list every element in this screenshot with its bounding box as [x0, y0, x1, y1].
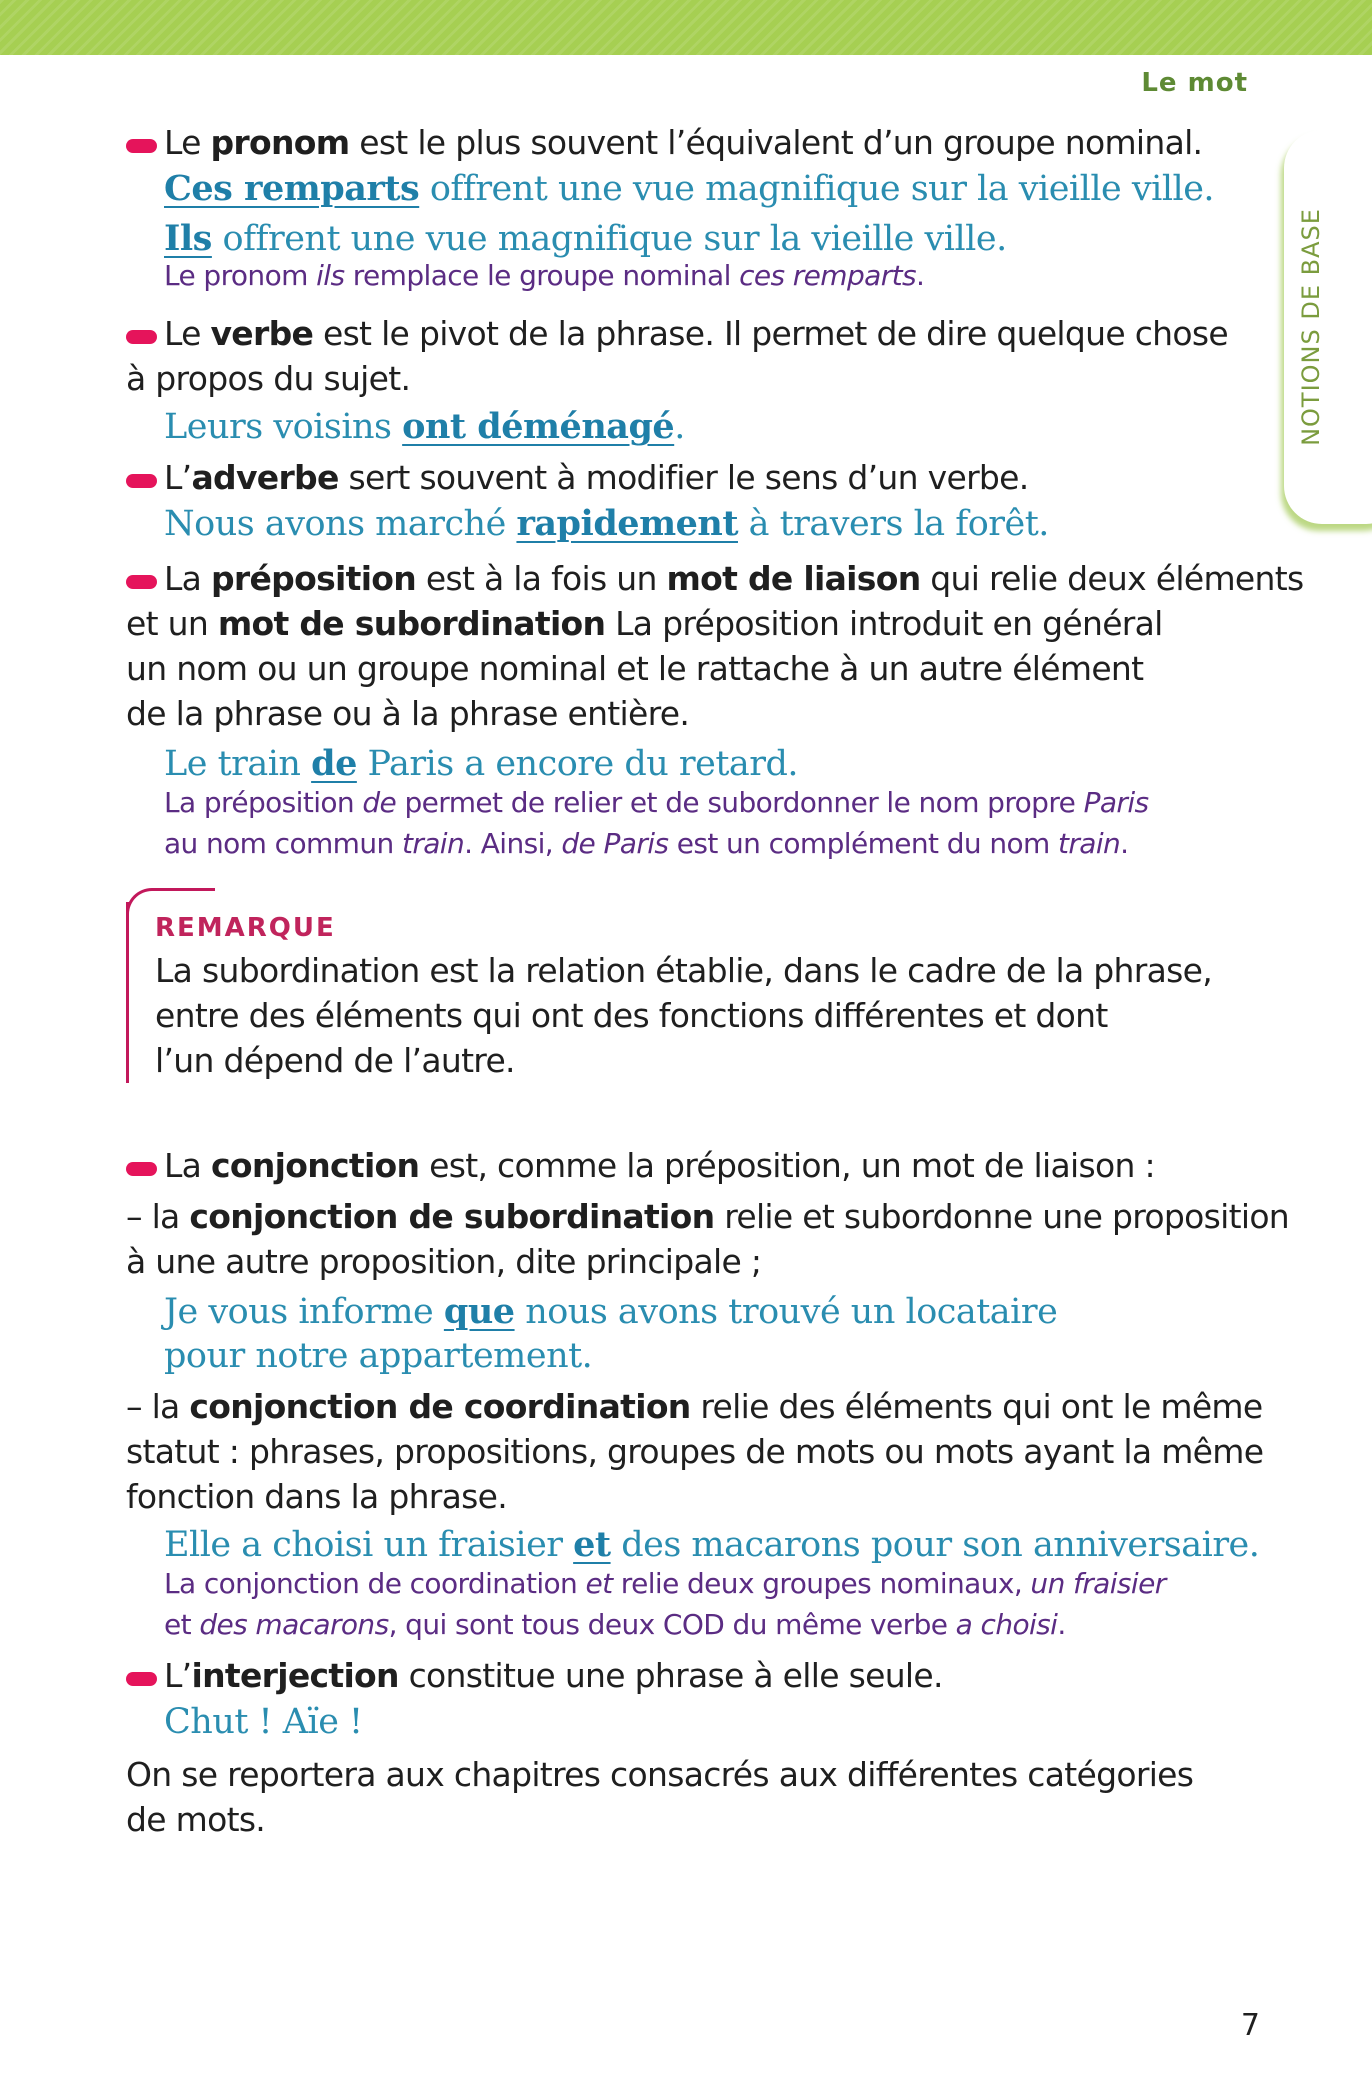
coordination-conjunction-line-2: statut : phrases, propositions, groupes de mots ou mots ayant la même	[126, 1432, 1264, 1471]
subordination-conjunction-line-1: – la conjonction de subordination relie et subordonne une proposition	[126, 1197, 1290, 1236]
subordination-conjunction-line-2: à une autre proposition, dite principale ;	[126, 1242, 762, 1281]
running-head: Le mot	[1141, 68, 1248, 98]
preposition-definition-line-2: et un mot de subordination La préposition introduit en général	[126, 604, 1163, 643]
term-pronom: pronom	[210, 123, 350, 162]
term-adverbe: adverbe	[191, 458, 339, 497]
top-color-band	[0, 0, 1372, 55]
conjunction-definition: La conjonction est, comme la préposition, un mot de liaison :	[126, 1143, 1246, 1188]
pronoun-gloss: Le pronom ils remplace le groupe nominal ces remparts.	[164, 259, 925, 292]
coordination-conjunction-line-1: – la conjonction de coordination relie des éléments qui ont le même	[126, 1387, 1263, 1426]
bullet-marker-icon	[126, 139, 157, 153]
verb-example: Leurs voisins ont déménagé.	[164, 406, 685, 447]
page-content	[126, 120, 1304, 1842]
remark-line: l’un dépend de l’autre.	[155, 1041, 515, 1080]
adverb-example: Nous avons marché rapidement à travers la forêt.	[164, 503, 1049, 544]
bullet-marker-icon	[126, 1672, 157, 1686]
closing-line-1: On se reportera aux chapitres consacrés aux différentes catégories	[126, 1755, 1194, 1794]
preposition-definition: La préposition est à la fois un mot de liaison qui relie deux éléments	[126, 556, 1246, 601]
remark-line: La subordination est la relation établie, dans le cadre de la phrase,	[155, 951, 1212, 990]
preposition-gloss-line-1: La préposition de permet de relier et de subordonner le nom propre Paris	[164, 786, 1149, 819]
adverb-definition: L’adverbe sert souvent à modifier le sens d’un verbe.	[126, 455, 1246, 500]
verb-definition: Le verbe est le pivot de la phrase. Il permet de dire quelque chose	[126, 311, 1246, 356]
remark-box	[126, 902, 1246, 1083]
remark-line: entre des éléments qui ont des fonctions différentes et dont	[155, 996, 1108, 1035]
bullet-marker-icon	[126, 474, 157, 488]
pronoun-definition: Le pronom est le plus souvent l’équivalent d’un groupe nominal.	[126, 120, 1246, 165]
interjection-example: Chut ! Aïe !	[164, 1702, 363, 1742]
verb-definition-line-2: à propos du sujet.	[126, 359, 411, 398]
preposition-definition-line-3: un nom ou un groupe nominal et le rattache à un autre élément	[126, 649, 1144, 688]
page-number: 7	[1240, 2008, 1260, 2043]
subordination-example-line-1: Je vous informe que nous avons trouvé un locataire	[164, 1291, 1058, 1332]
bullet-marker-icon	[126, 1162, 157, 1176]
section-side-tab-label: NOTIONS DE BASE	[1297, 208, 1325, 446]
pronoun-example-2: Ils offrent une vue magnifique sur la vieille ville.	[164, 218, 1007, 259]
term-conjonction: conjonction	[211, 1146, 420, 1185]
preposition-gloss-line-2: au nom commun train. Ainsi, de Paris est un complément du nom train.	[164, 827, 1129, 860]
preposition-definition-line-4: de la phrase ou à la phrase entière.	[126, 694, 690, 733]
bullet-marker-icon	[126, 575, 157, 589]
coordination-gloss-line-2: et des macarons, qui sont tous deux COD du même verbe a choisi.	[164, 1608, 1066, 1641]
remark-title: REMARQUE	[155, 913, 336, 943]
coordination-example: Elle a choisi un fraisier et des macarons pour son anniversaire.	[164, 1524, 1260, 1565]
pronoun-example-1: Ces remparts offrent une vue magnifique sur la vieille ville.	[164, 168, 1215, 209]
bullet-marker-icon	[126, 330, 157, 344]
subordination-example-line-2: pour notre appartement.	[164, 1336, 593, 1376]
coordination-gloss-line-1: La conjonction de coordination et relie deux groupes nominaux, un fraisier	[164, 1567, 1166, 1600]
term-verbe: verbe	[210, 314, 314, 353]
closing-line-2: de mots.	[126, 1800, 266, 1839]
term-interjection: interjection	[191, 1656, 399, 1695]
preposition-example: Le train de Paris a encore du retard.	[164, 743, 799, 784]
interjection-definition: L’interjection constitue une phrase à elle seule.	[126, 1653, 1246, 1698]
coordination-conjunction-line-3: fonction dans la phrase.	[126, 1477, 508, 1516]
